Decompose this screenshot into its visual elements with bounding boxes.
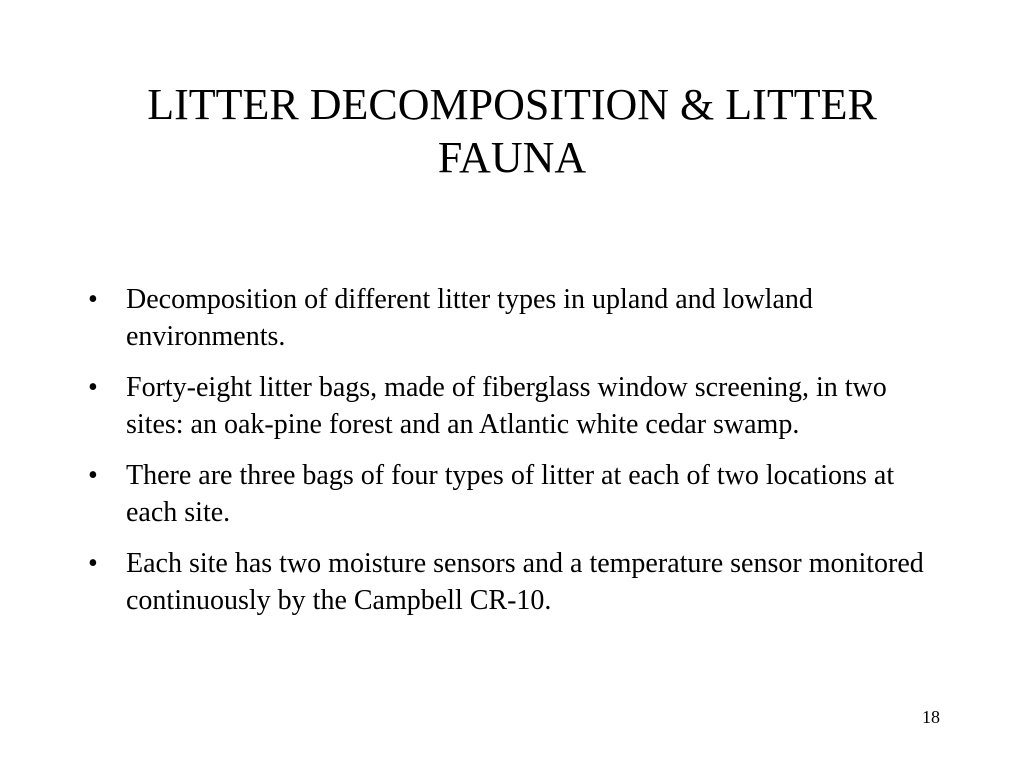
bullet-text: Decomposition of different litter types in upland and lowland environments. [126,284,813,352]
bullet-text: There are three bags of four types of litter at each of two locations at each site. [126,460,895,528]
bullet-dot-icon: • [88,284,98,315]
slide-title-line-1: LITTER DECOMPOSITION & LITTER [147,80,877,129]
page-number: 18 [922,707,940,727]
slide-title-line-2: FAUNA [437,133,587,182]
bullet-item [88,545,938,619]
bullet-list [88,281,938,633]
bullet-item [88,457,938,531]
bullet-dot-icon: • [88,372,98,403]
bullet-dot-icon: • [88,548,98,579]
bullet-item [88,281,938,355]
bullet-text: Forty-eight litter bags, made of fiberglass window screening, in two sites: an oak-pine forest and an Atlantic white cedar swamp. [126,372,887,440]
bullet-item [88,369,938,443]
bullet-dot-icon: • [88,460,98,491]
bullet-text: Each site has two moisture sensors and a temperature sensor monitored continuously by the Campbell CR-10. [126,548,924,616]
slide-title [60,78,964,184]
